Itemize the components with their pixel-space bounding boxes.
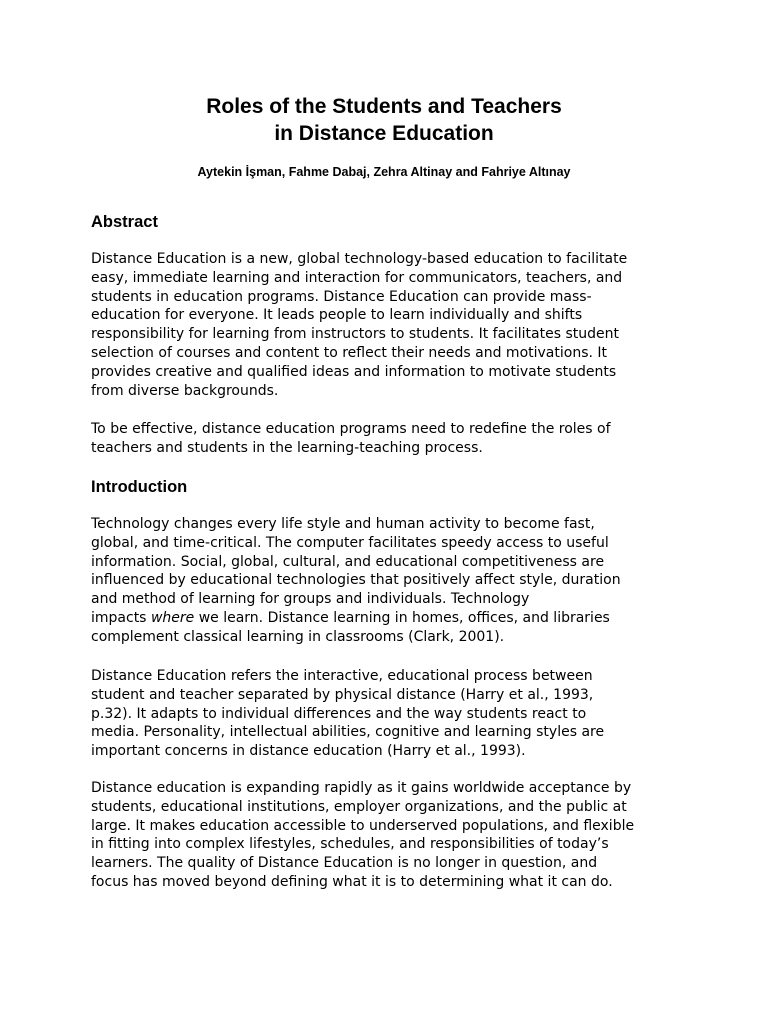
text-line: large. It makes education accessible to underserved populations, and flexible [91, 817, 635, 834]
author-list: Aytekin İşman, Fahme Dabaj, Zehra Altinay and Fahriye Altınay [197, 165, 571, 179]
text-line: education for everyone. It leads people to learn individually and shifts [91, 307, 583, 324]
text-line: global, and time-critical. The computer facilitates speedy access to useful [91, 534, 609, 551]
text-line: To be effective, distance education programs need to redefine the roles of [91, 421, 611, 437]
introduction-heading: Introduction [91, 478, 188, 496]
text-line: students in education programs. Distance Education can provide mass- [91, 288, 592, 305]
text-run: we learn. Distance learning in homes, offices, and libraries [194, 609, 610, 626]
emphasized-text: where [150, 609, 195, 626]
text-line: Technology changes every life style and human activity to become fast, [91, 516, 595, 532]
abstract-heading: Abstract [91, 213, 158, 231]
text-line: from diverse backgrounds. [91, 382, 279, 399]
text-line: information. Social, global, cultural, and educational competitiveness are [91, 553, 605, 570]
text-line: in fitting into complex lifestyles, schedules, and responsibilities of today’s [91, 836, 609, 853]
text-run: impacts [91, 609, 151, 626]
text-line: focus has moved beyond defining what it is to determining what it can do. [91, 873, 613, 890]
text-line: complement classical learning in classrooms (Clark, 2001). [91, 628, 505, 645]
text-line: media. Personality, intellectual abilities, cognitive and learning styles are [91, 724, 605, 741]
text-line: Distance Education refers the interactive, educational process between [91, 668, 593, 684]
text-line: influenced by educational technologies that positively affect style, duration [91, 572, 621, 589]
introduction-paragraph-3 [91, 779, 691, 892]
text-line: provides creative and qualified ideas and information to motivate students [91, 363, 617, 380]
text-line: learners. The quality of Distance Education is no longer in question, and [91, 855, 598, 872]
text-line: selection of courses and content to reflect their needs and motivations. It [91, 344, 608, 361]
abstract-paragraph-2 [91, 420, 691, 458]
text-line: teachers and students in the learning-teaching process. [91, 439, 483, 456]
introduction-paragraph-1 [91, 515, 691, 647]
paper-title-line-1: Roles of the Students and Teachers [206, 95, 562, 118]
text-line: Distance education is expanding rapidly as it gains worldwide acceptance by [91, 780, 632, 796]
text-line: Distance Education is a new, global technology-based education to facilitate [91, 251, 628, 267]
text-line: important concerns in distance education (Harry et al., 1993). [91, 743, 526, 760]
text-line: responsibility for learning from instructors to students. It facilitates student [91, 326, 619, 343]
text-line: students, educational institutions, employer organizations, and the public at [91, 798, 627, 815]
introduction-paragraph-2 [91, 667, 691, 761]
text-line: easy, immediate learning and interaction for communicators, teachers, and [91, 269, 623, 286]
paper-title-line-2: in Distance Education [274, 122, 494, 145]
text-line: and method of learning for groups and individuals. Technology [91, 591, 530, 608]
text-line: student and teacher separated by physical distance (Harry et al., 1993, [91, 686, 594, 703]
text-line [91, 609, 691, 628]
abstract-paragraph-1 [91, 250, 691, 400]
text-line: p.32). It adapts to individual differences and the way students react to [91, 705, 587, 722]
